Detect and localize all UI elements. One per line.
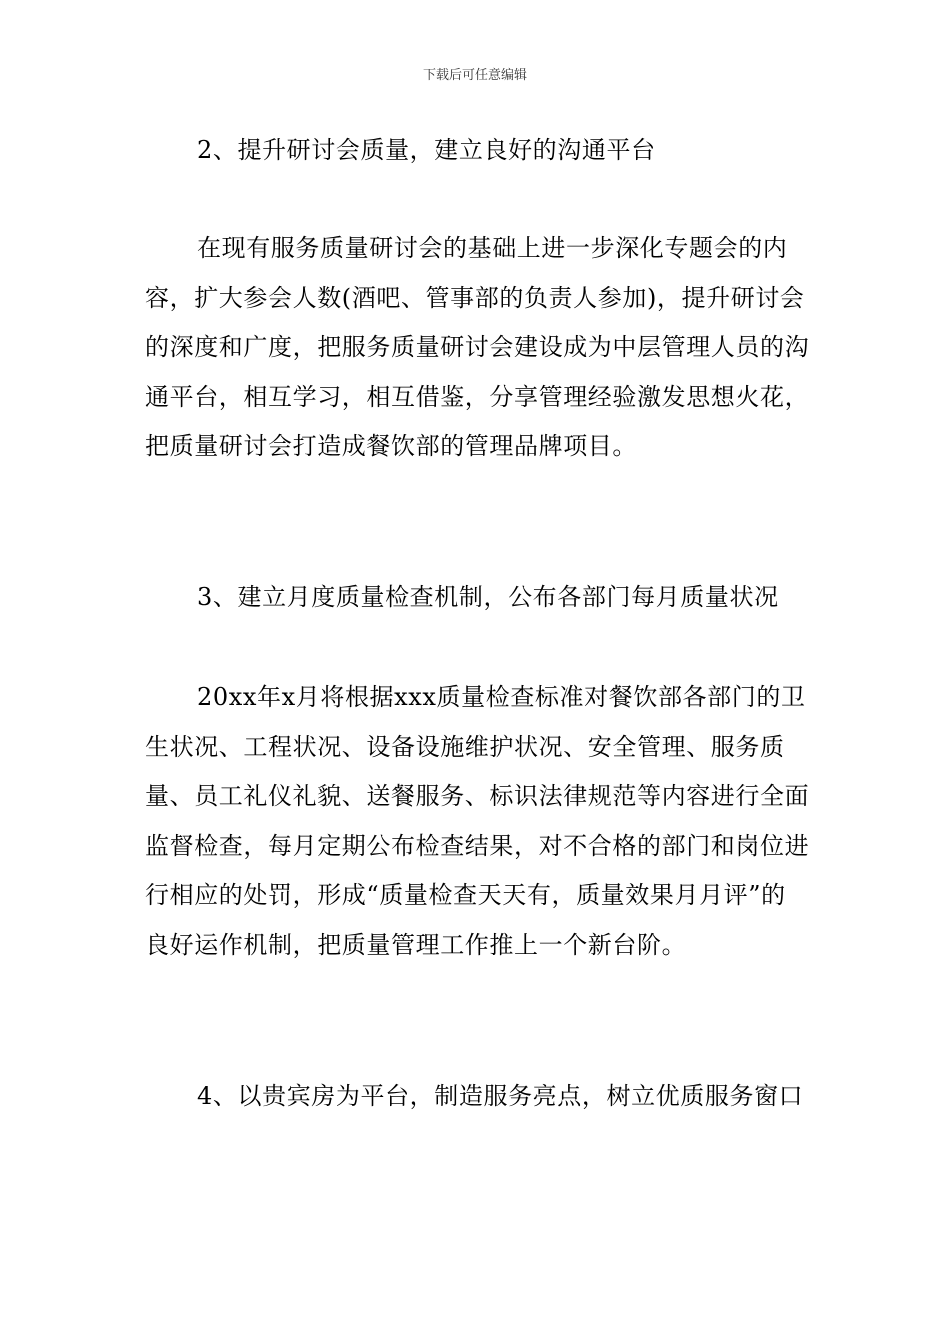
section-3-body: 20xx年x月将根据xxx质量检查标准对餐饮部各部门的卫生状况、工程状况、设备设施维护状况、安全管理、服务质量、员工礼仪礼貌、送餐服务、标识法律规范等内容进行全面监督检查，每月定期公布检查结果，对不合格的部门和岗位进行相应的处罚，形成“质量检查天天有，质量效果月月评”的良好运作机制，把质量管理工作推上一个新台阶。 (145, 683, 810, 959)
section-2-body: 在现有服务质量研讨会的基础上进一步深化专题会的内容，扩大参会人数(酒吧、管事部的负责人参加)，提升研讨会的深度和广度，把服务质量研讨会建设成为中层管理人员的沟通平台，相互学习，相互借鉴，分享管理经验激发思想火花，把质量研讨会打造成餐饮部的管理品牌项目。 (145, 234, 810, 460)
page-header: 下载后可任意编辑 (422, 68, 527, 83)
section-4-heading: 4、以贵宾房为平台，制造服务亮点，树立优质服务窗口 (197, 1082, 804, 1110)
section-2-heading: 2、提升研讨会质量，建立良好的沟通平台 (197, 136, 656, 164)
section-3-heading: 3、建立月度质量检查机制，公布各部门每月质量状况 (197, 583, 779, 611)
